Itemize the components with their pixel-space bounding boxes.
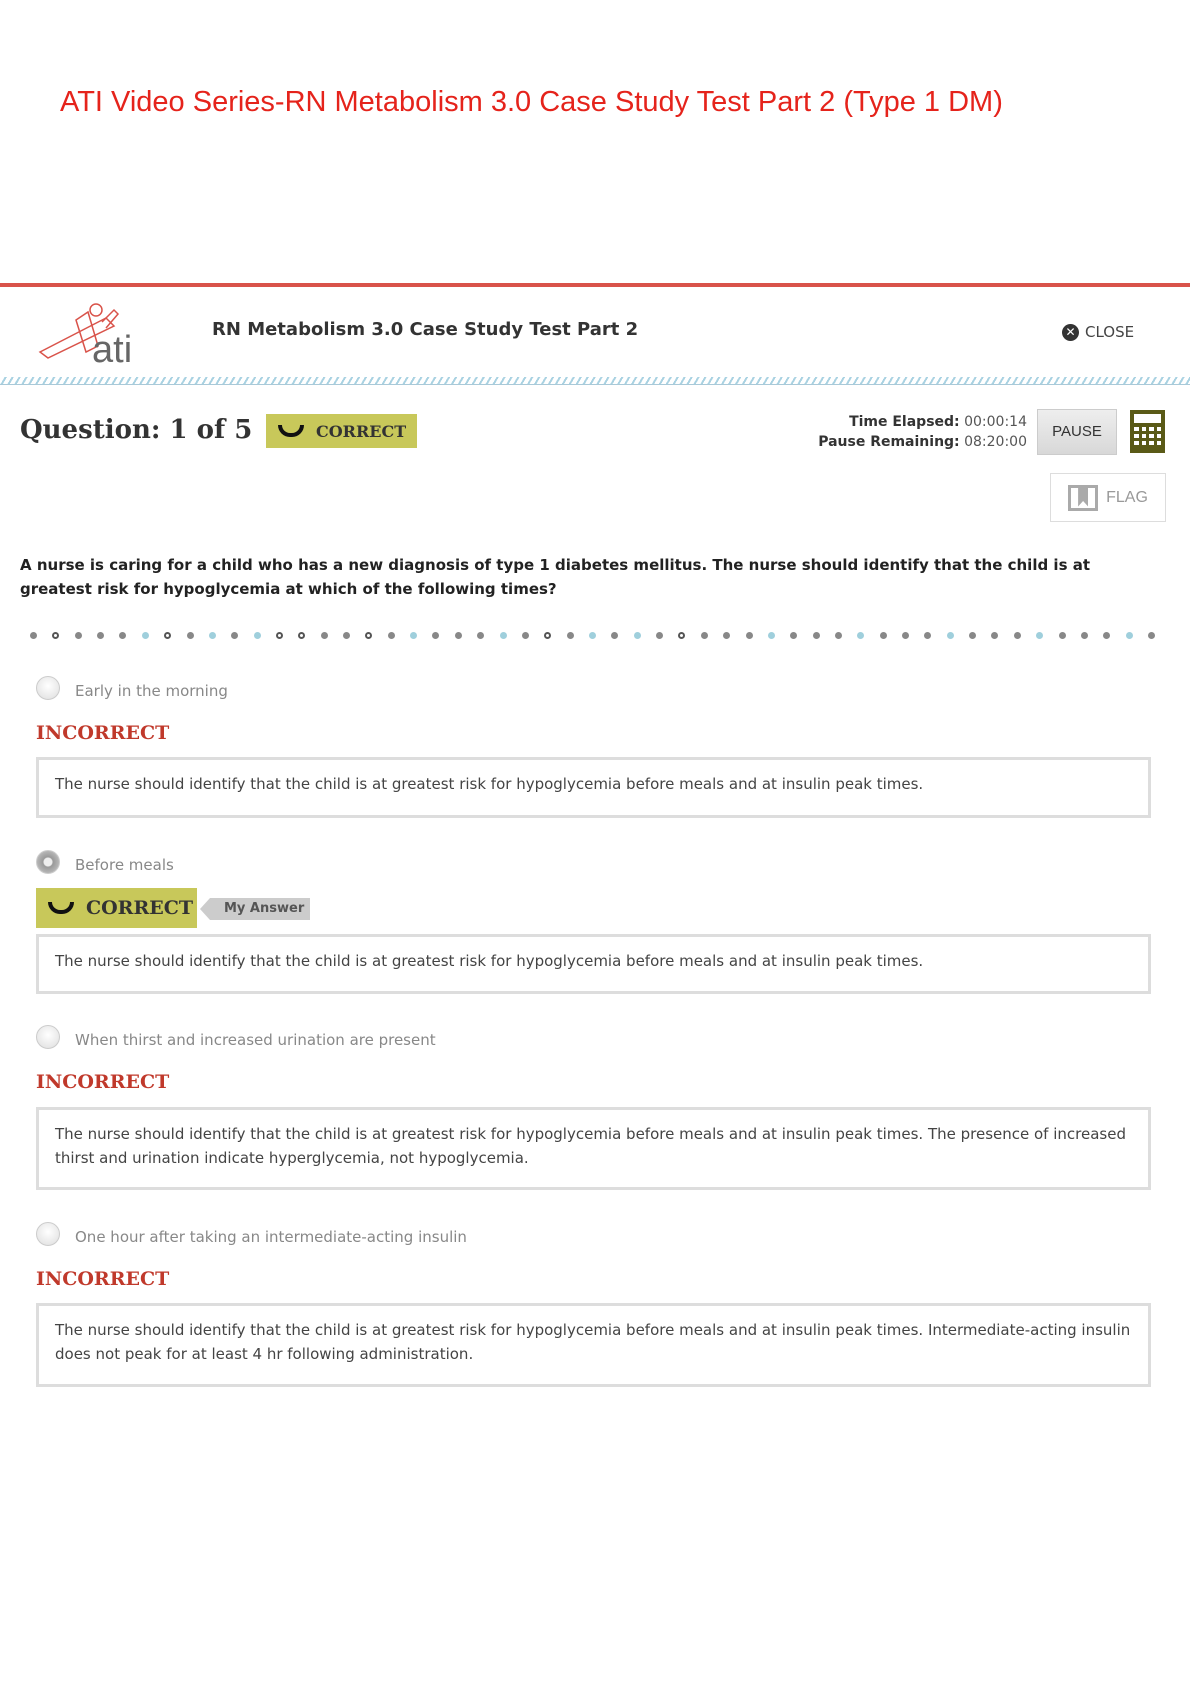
close-button[interactable] <box>1062 323 1134 341</box>
divider-dot <box>1148 632 1155 639</box>
divider-dot <box>1103 632 1110 639</box>
divider-dot <box>276 632 283 639</box>
divider-dot <box>298 632 305 639</box>
divider-dot <box>522 632 529 639</box>
option-label-3[interactable]: When thirst and increased urination are present <box>75 1031 436 1049</box>
divider-dot <box>455 632 462 639</box>
divider-dot <box>678 632 685 639</box>
divider-dot <box>500 632 507 639</box>
option-rationale-4: The nurse should identify that the child is at greatest risk for hypoglycemia before meals and at insulin peak times. Intermediate-acting insulin does not peak for at least 4 hr following administration. <box>36 1303 1151 1387</box>
option-rationale-2: The nurse should identify that the child is at greatest risk for hypoglycemia before meals and at insulin peak times. <box>36 934 1151 994</box>
svg-text:ati: ati <box>92 329 133 368</box>
divider-dot <box>410 632 417 639</box>
bookmark-icon <box>1068 485 1098 511</box>
timer <box>818 412 1027 452</box>
divider-dot <box>768 632 775 639</box>
divider-dot <box>746 632 753 639</box>
divider-dot <box>947 632 954 639</box>
divider-dot <box>701 632 708 639</box>
flag-label: FLAG <box>1106 488 1148 506</box>
test-title: RN Metabolism 3.0 Case Study Test Part 2 <box>212 319 639 340</box>
divider-dot <box>969 632 976 639</box>
option-radio-3[interactable] <box>36 1025 60 1049</box>
divider-dot <box>1059 632 1066 639</box>
document-title: ATI Video Series-RN Metabolism 3.0 Case Study Test Part 2 (Type 1 DM) <box>60 86 1003 118</box>
divider-dot <box>477 632 484 639</box>
pause-remaining-label: Pause Remaining: <box>818 434 960 450</box>
option-result-1: INCORRECT <box>36 722 170 744</box>
divider-dot <box>880 632 887 639</box>
close-icon: ✕ <box>1062 324 1079 341</box>
question-number: Question: 1 of 5 <box>20 415 253 445</box>
option-label-2[interactable]: Before meals <box>75 856 174 874</box>
divider-dot <box>924 632 931 639</box>
question-text: A nurse is caring for a child who has a new diagnosis of type 1 diabetes mellitus. The nurse should identify that the child is at greatest risk for hypoglycemia at which of the following times? <box>20 556 1091 598</box>
divider-dot <box>611 632 618 639</box>
option-result-2 <box>36 888 197 928</box>
divider-dot <box>365 632 372 639</box>
close-label: CLOSE <box>1085 323 1135 341</box>
divider-dot <box>432 632 439 639</box>
divider-dot <box>1014 632 1021 639</box>
divider-dot <box>723 632 730 639</box>
option-radio-1[interactable] <box>36 676 60 700</box>
divider-dot <box>164 632 171 639</box>
pause-remaining-value: 08:20:00 <box>964 434 1027 450</box>
divider-dot <box>1036 632 1043 639</box>
divider-dot <box>119 632 126 639</box>
calculator-icon[interactable] <box>1130 410 1165 453</box>
divider-dot <box>52 632 59 639</box>
divider-dot <box>1081 632 1088 639</box>
option-label-1[interactable]: Early in the morning <box>75 682 228 700</box>
flag-button[interactable] <box>1050 473 1166 522</box>
divider-dot <box>790 632 797 639</box>
divider-dot <box>634 632 641 639</box>
option-result-4: INCORRECT <box>36 1268 170 1290</box>
header-divider <box>0 377 1190 385</box>
correct-icon <box>48 902 74 914</box>
divider-dot <box>991 632 998 639</box>
divider-dot <box>1126 632 1133 639</box>
divider-dot <box>835 632 842 639</box>
status-label: CORRECT <box>316 421 407 441</box>
elapsed-label: Time Elapsed: <box>849 414 960 430</box>
divider-dot <box>75 632 82 639</box>
divider-dot <box>902 632 909 639</box>
option-radio-2[interactable] <box>36 850 60 874</box>
header-top-border <box>0 283 1190 287</box>
option-rationale-1: The nurse should identify that the child is at greatest risk for hypoglycemia before meals and at insulin peak times. <box>36 757 1151 818</box>
option-result-label-2: CORRECT <box>86 897 193 919</box>
option-rationale-3: The nurse should identify that the child is at greatest risk for hypoglycemia before meals and at insulin peak times. The presence of increased thirst and urination indicate hyperglycemia, not hypoglycemia. <box>36 1107 1151 1190</box>
divider-dot <box>567 632 574 639</box>
question-status-badge <box>266 414 417 448</box>
divider-dot <box>187 632 194 639</box>
divider-dot <box>231 632 238 639</box>
option-label-4[interactable]: One hour after taking an intermediate-acting insulin <box>75 1228 467 1246</box>
divider-dot <box>209 632 216 639</box>
divider-dot <box>30 632 37 639</box>
divider-dot <box>544 632 551 639</box>
divider-dot <box>857 632 864 639</box>
divider-dot <box>656 632 663 639</box>
ati-logo <box>36 300 151 368</box>
divider-dot <box>254 632 261 639</box>
divider-dot <box>343 632 350 639</box>
pause-button[interactable]: PAUSE <box>1037 409 1117 455</box>
option-result-3: INCORRECT <box>36 1071 170 1093</box>
divider-dot <box>97 632 104 639</box>
option-radio-4[interactable] <box>36 1222 60 1246</box>
divider-dot <box>589 632 596 639</box>
dotted-divider <box>30 629 1155 641</box>
divider-dot <box>142 632 149 639</box>
my-answer-tag: My Answer <box>210 898 310 920</box>
divider-dot <box>321 632 328 639</box>
correct-icon <box>278 425 304 437</box>
divider-dot <box>813 632 820 639</box>
elapsed-value: 00:00:14 <box>964 414 1027 430</box>
divider-dot <box>388 632 395 639</box>
